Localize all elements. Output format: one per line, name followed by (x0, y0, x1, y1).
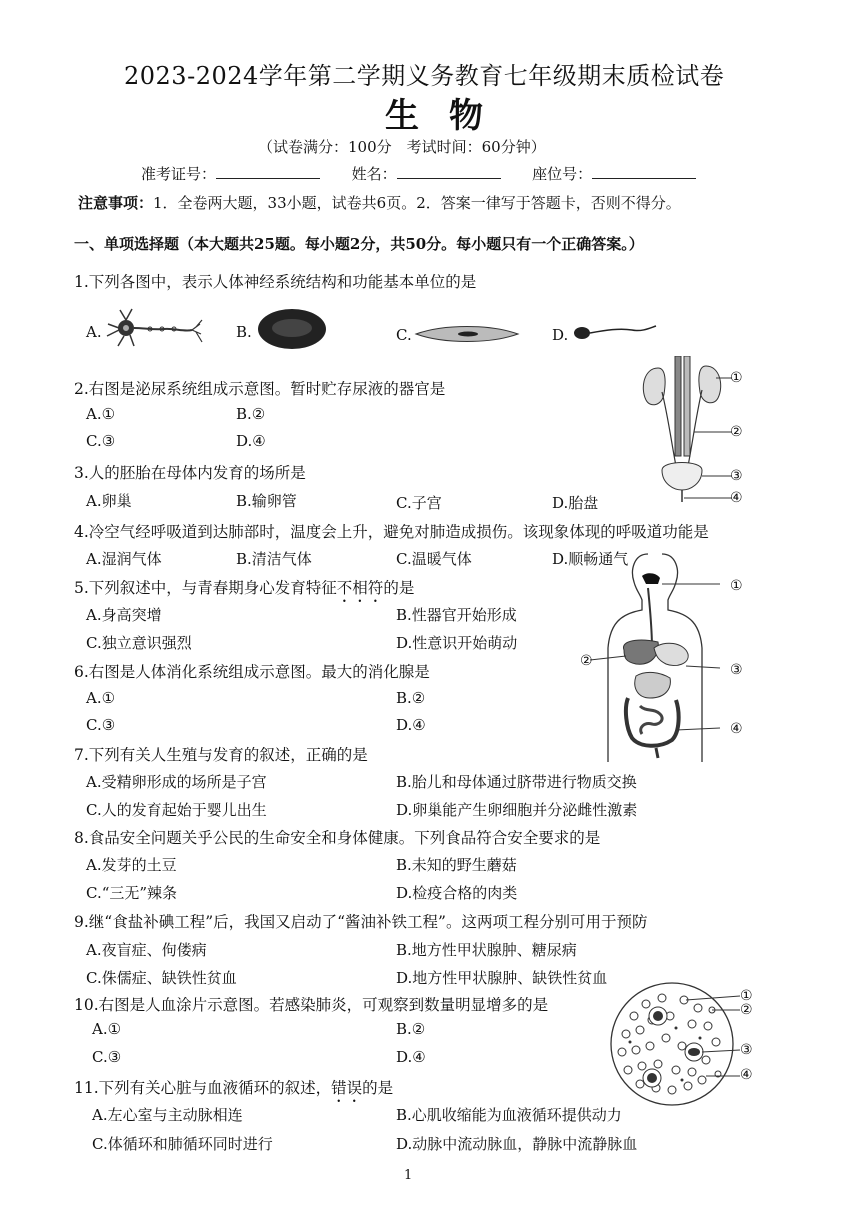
question-7-stem: 7.下列有关人生殖与发育的叙述，正确的是 (74, 746, 368, 764)
q5-option-b: B.性器官开始形成 (396, 606, 517, 624)
exam-info: （试卷满分：100分 考试时间：60分钟） (258, 138, 546, 156)
digestive-label-3: ③ (730, 662, 743, 678)
q6-option-b: B.② (396, 689, 426, 707)
q8-option-d: D.检疫合格的肉类 (396, 884, 518, 902)
q7-option-c: C.人的发育起始于婴儿出生 (86, 801, 267, 819)
page-number: 1 (404, 1168, 413, 1183)
digestive-label-2: ② (580, 653, 593, 669)
question-2-stem: 2.右图是泌尿系统组成示意图。暂时贮存尿液的器官是 (74, 380, 446, 398)
name-blank (397, 164, 501, 179)
q6-option-d: D.④ (396, 716, 426, 734)
q6-option-c: C.③ (86, 716, 116, 734)
q10-option-a: A.① (92, 1020, 122, 1038)
question-9-stem: 9.继“食盐补碘工程”后，我国又启动了“酱油补铁工程”。这两项工程分别可用于预防 (74, 913, 648, 931)
question-8-stem: 8.食品安全问题关乎公民的生命安全和身体健康。下列食品符合安全要求的是 (74, 829, 601, 847)
q4-option-b: B.清洁气体 (236, 550, 312, 568)
neuron-image (104, 306, 204, 350)
digestive-system-diagram (580, 548, 730, 762)
q11-option-b: B.心肌收缩能为血液循环提供动力 (396, 1106, 622, 1124)
q7-option-b: B.胎儿和母体通过脐带进行物质交换 (396, 773, 637, 791)
q2-option-a: A.① (86, 405, 116, 423)
q1-option-b: B. (236, 323, 252, 341)
q4-option-a: A.湿润气体 (86, 550, 162, 568)
q2-option-d: D.④ (236, 432, 266, 450)
blood-label-4: ④ (740, 1067, 753, 1083)
ticket-label: 准考证号： (141, 165, 217, 183)
ticket-blank (216, 164, 320, 179)
name-label: 姓名： (351, 165, 397, 183)
question-3-stem: 3.人的胚胎在母体内发育的场所是 (74, 464, 306, 482)
question-4-stem: 4.冷空气经呼吸道到达肺部时，温度会上升，避免对肺造成损伤。该现象体现的呼吸道功能是 (74, 523, 709, 541)
seat-label: 座位号： (532, 165, 593, 183)
q9-option-b: B.地方性甲状腺肿、糖尿病 (396, 941, 577, 959)
q8-option-c: C.“三无”辣条 (86, 884, 178, 902)
question-1-stem: 1.下列各图中，表示人体神经系统结构和功能基本单位的是 (74, 273, 477, 291)
notice-row (78, 192, 681, 213)
blood-smear-diagram (606, 980, 756, 1108)
question-10-stem: 10.右图是人血涂片示意图。若感染肺炎，可观察到数量明显增多的是 (74, 996, 549, 1014)
q10-option-b: B.② (396, 1020, 426, 1038)
subject-title: 生物 (385, 96, 513, 136)
q11-option-d: D.动脉中流动脉血，静脉中流静脉血 (396, 1135, 638, 1153)
question-5-stem: 5.下列叙述中，与青春期身心发育特征不相符的是 (74, 579, 415, 597)
q8-option-b: B.未知的野生蘑菇 (396, 856, 517, 874)
section-heading: 一、单项选择题（本大题共25题。每小题2分，共50分。每小题只有一个正确答案。） (74, 235, 644, 253)
emphasis-wrong: 错误 (331, 1079, 363, 1097)
q10-option-c: C.③ (92, 1048, 122, 1066)
q3-option-b: B.输卵管 (236, 492, 297, 510)
notice-text: 1．全卷两大题，33小题，试卷共6页。2．答案一律写于答题卡，否则不得分。 (153, 194, 681, 212)
q2-option-b: B.② (236, 405, 266, 423)
urinary-label-1: ① (730, 370, 743, 386)
q4-option-c: C.温暖气体 (396, 550, 472, 568)
q9-option-c: C.侏儒症、缺铁性贫血 (86, 969, 237, 987)
red-blood-cell-image (256, 306, 328, 352)
q11-option-a: A.左心室与主动脉相连 (92, 1106, 243, 1124)
q3-option-c: C.子宫 (396, 494, 442, 512)
urinary-label-3: ③ (730, 468, 743, 484)
candidate-info-row (141, 163, 696, 184)
q5-option-a: A.身高突增 (86, 606, 162, 624)
blood-label-2: ② (740, 1002, 753, 1018)
sperm-cell-image (572, 318, 658, 348)
q6-option-a: A.① (86, 689, 116, 707)
seat-blank (592, 164, 696, 179)
q5-option-c: C.独立意识强烈 (86, 634, 192, 652)
q4-option-d: D.顺畅通气 (552, 550, 629, 568)
digestive-label-4: ④ (730, 721, 743, 737)
blood-label-1: ① (740, 988, 753, 1004)
smooth-muscle-cell-image (414, 322, 520, 346)
q2-option-c: C.③ (86, 432, 116, 450)
question-11-stem: 11.下列有关心脏与血液循环的叙述，错误的是 (74, 1079, 394, 1097)
q1-option-c: C. (396, 326, 412, 344)
emphasis-not-match: 不相符 (336, 579, 384, 597)
q3-option-a: A.卵巢 (86, 492, 132, 510)
notice-label: 注意事项： (78, 194, 154, 212)
q7-option-a: A.受精卵形成的场所是子宫 (86, 773, 267, 791)
q1-option-a: A. (86, 323, 102, 341)
blood-label-3: ③ (740, 1042, 753, 1058)
q9-option-d: D.地方性甲状腺肿、缺铁性贫血 (396, 969, 608, 987)
q3-option-d: D.胎盘 (552, 494, 599, 512)
q7-option-d: D.卵巢能产生卵细胞并分泌雌性激素 (396, 801, 638, 819)
exam-title: 2023-2024学年第二学期义务教育七年级期末质检试卷 (124, 62, 725, 90)
q1-option-d: D. (552, 326, 569, 344)
digestive-label-1: ① (730, 578, 743, 594)
q8-option-a: A.发芽的土豆 (86, 856, 177, 874)
q5-option-d: D.性意识开始萌动 (396, 634, 518, 652)
urinary-label-4: ④ (730, 490, 743, 506)
urinary-label-2: ② (730, 424, 743, 440)
q9-option-a: A.夜盲症、佝偻病 (86, 941, 207, 959)
q11-option-c: C.体循环和肺循环同时进行 (92, 1135, 273, 1153)
q10-option-d: D.④ (396, 1048, 426, 1066)
question-6-stem: 6.右图是人体消化系统组成示意图。最大的消化腺是 (74, 663, 430, 681)
